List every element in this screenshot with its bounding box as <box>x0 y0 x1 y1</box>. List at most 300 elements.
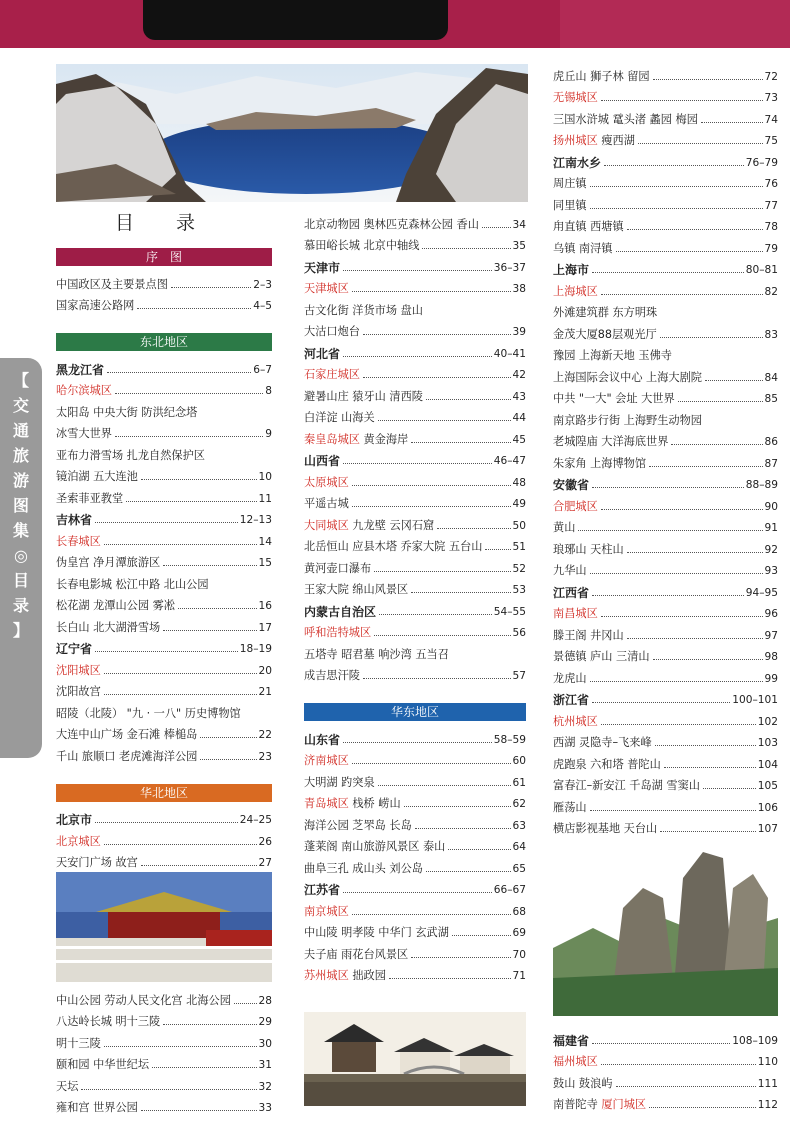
toc-entry-title: 平遥古城 <box>304 497 349 510</box>
toc-entry[interactable] <box>553 320 778 342</box>
toc-entry-city: 厦门城区 <box>601 1098 647 1111</box>
leader-dots <box>178 608 257 609</box>
leader-dots <box>126 501 256 502</box>
toc-entry-page: 76 <box>764 178 778 190</box>
toc-entry-title: 长春城区 <box>56 534 101 548</box>
side-tab-char: 图 <box>12 496 29 515</box>
toc-entry[interactable] <box>553 707 778 729</box>
leader-dots <box>95 651 238 652</box>
toc-entry[interactable] <box>56 986 272 1008</box>
toc-entry[interactable] <box>56 613 272 635</box>
toc-entry[interactable] <box>56 570 272 592</box>
toc-entry[interactable] <box>304 339 526 361</box>
leader-dots <box>671 444 762 445</box>
toc-entry-page: 42 <box>512 369 526 381</box>
toc-entry[interactable] <box>553 406 778 428</box>
toc-entry[interactable] <box>56 549 272 571</box>
toc-entry[interactable] <box>304 490 526 512</box>
leader-dots <box>163 630 256 631</box>
leader-dots <box>678 401 763 402</box>
leader-dots <box>705 380 763 381</box>
toc-entry[interactable] <box>56 678 272 700</box>
toc-entry[interactable] <box>553 84 778 106</box>
toc-entry[interactable] <box>56 1094 272 1116</box>
toc-entry-rest: 瘦西湖 <box>597 134 635 147</box>
toc-entry[interactable] <box>56 827 272 849</box>
toc-entry[interactable] <box>56 1008 272 1030</box>
toc-entry[interactable] <box>553 1069 778 1091</box>
side-tab-text <box>6 368 36 748</box>
toc-entry-title: 南昌城区 <box>553 607 598 620</box>
leader-dots <box>649 466 762 467</box>
section-header: 华北地区 <box>56 784 272 802</box>
toc-entry[interactable] <box>553 342 778 364</box>
toc-entry-page: 40–41 <box>493 347 526 360</box>
leader-dots <box>485 549 510 550</box>
leader-dots <box>104 673 257 674</box>
toc-entry[interactable] <box>56 355 272 377</box>
toc-entry[interactable] <box>56 1072 272 1094</box>
toc-entry-page: 68 <box>512 905 526 918</box>
toc-entry-page: 96 <box>764 608 778 620</box>
toc-entry[interactable] <box>56 721 272 743</box>
toc-entry[interactable] <box>553 686 778 708</box>
toc-entry[interactable] <box>553 492 778 514</box>
photo-crater-lake <box>56 64 528 202</box>
toc-entry-page: 32 <box>258 1080 272 1093</box>
toc-entry[interactable] <box>304 811 526 833</box>
toc-entry[interactable] <box>304 447 526 469</box>
toc-column-3 <box>553 62 778 1112</box>
leader-dots <box>378 785 511 786</box>
toc-entry[interactable] <box>56 506 272 528</box>
leader-dots <box>95 522 238 523</box>
gap <box>56 764 272 778</box>
toc-entry[interactable] <box>304 425 526 447</box>
photo-water-town <box>304 1012 526 1106</box>
leader-dots <box>343 892 492 893</box>
leader-dots <box>352 291 511 292</box>
toc-entry-city: 秦皇岛城区 <box>304 432 360 446</box>
leader-dots <box>363 377 511 378</box>
toc-entry-rest: 拙政园 <box>348 969 386 982</box>
toc-entry-title: 外滩建筑群 东方明珠 <box>553 306 658 319</box>
toc-entry-title: 黄山 <box>553 521 576 534</box>
toc-entry[interactable] <box>304 597 526 619</box>
toc-entry-page: 60 <box>512 755 526 767</box>
section-header: 东北地区 <box>56 333 272 351</box>
toc-entry-title: 国家高速公路网 <box>56 299 135 312</box>
toc-entry[interactable] <box>56 742 272 764</box>
toc-entry-title: 鼓山 鼓浪屿 <box>553 1076 613 1090</box>
leader-dots <box>590 573 763 574</box>
toc-entry[interactable] <box>304 854 526 876</box>
toc-entry-title: 八达岭长城 明十三陵 <box>56 1015 161 1028</box>
leader-dots <box>107 372 251 373</box>
toc-entry-page: 9 <box>265 428 272 440</box>
toc-entry-title: 滕王阁 井冈山 <box>553 628 624 642</box>
toc-entry[interactable] <box>56 484 272 506</box>
toc-entry-city: 青岛城区 <box>304 797 349 810</box>
leader-dots <box>374 571 510 572</box>
side-tab-char: ◎ <box>14 546 28 565</box>
leader-dots <box>115 436 263 437</box>
side-tab-char: 集 <box>12 521 29 540</box>
toc-entry[interactable] <box>56 270 272 292</box>
toc-entry-page: 100–101 <box>732 694 778 706</box>
leader-dots <box>592 487 744 488</box>
toc-entry-title: 沈阳城区 <box>56 663 101 677</box>
toc-entry-page: 51 <box>512 541 526 553</box>
toc-entry-page: 48 <box>512 476 526 489</box>
toc-entry-page: 21 <box>258 686 272 698</box>
toc-entry[interactable] <box>304 533 526 555</box>
toc-entry[interactable] <box>553 621 778 643</box>
toc-entry-title: 中山陵 明孝陵 中华门 玄武湖 <box>304 926 449 939</box>
toc-entry-title: 哈尔滨城区 <box>56 384 112 397</box>
toc-entry-title: 天津城区 <box>304 282 349 295</box>
toc-entry[interactable] <box>56 377 272 399</box>
toc-entry-title <box>304 797 401 811</box>
toc-entry[interactable] <box>553 535 778 557</box>
toc-entry-page: 72 <box>764 70 778 83</box>
toc-entry-title <box>553 1098 646 1112</box>
leader-dots <box>627 229 763 230</box>
toc-entry[interactable] <box>56 1029 272 1051</box>
leader-dots <box>578 530 762 531</box>
toc-entry[interactable] <box>553 428 778 450</box>
toc-entry-title: 乌镇 南浔镇 <box>553 241 613 255</box>
side-tab-char: 通 <box>12 421 29 440</box>
leader-dots <box>343 270 492 271</box>
toc-entry-title: 王家大院 绵山风景区 <box>304 583 409 596</box>
toc-entry[interactable] <box>304 576 526 598</box>
toc-entry-page: 75 <box>764 135 778 147</box>
toc-entry-title: 福州城区 <box>553 1055 598 1068</box>
leader-dots <box>343 356 492 357</box>
leader-dots <box>660 831 756 832</box>
toc-entry-title: 冰雪大世界 <box>56 427 112 440</box>
toc-entry-title: 上海城区 <box>553 284 598 298</box>
toc-entry-page: 28 <box>258 994 272 1007</box>
toc-entry[interactable] <box>553 643 778 665</box>
toc-entry-page: 83 <box>764 328 778 341</box>
toc-entry-page: 24–25 <box>239 814 272 826</box>
toc-entry[interactable] <box>553 449 778 471</box>
leader-dots <box>374 635 510 636</box>
toc-entry-page: 44 <box>512 412 526 424</box>
toc-entry[interactable] <box>304 725 526 747</box>
leader-dots <box>655 745 756 746</box>
toc-entry[interactable] <box>56 527 272 549</box>
toc-entry[interactable] <box>304 940 526 962</box>
toc-entry[interactable] <box>553 127 778 149</box>
toc-entry-page: 39 <box>512 326 526 338</box>
toc-entry-title: 天津市 <box>304 260 341 275</box>
toc-entry-title: 虎跑泉 六和塔 普陀山 <box>553 757 661 771</box>
leader-dots <box>141 865 257 866</box>
toc-entry-page: 77 <box>764 199 778 212</box>
toc-entry-title: 长春电影城 松江中路 北山公园 <box>56 577 209 591</box>
toc-entry-page: 2–3 <box>253 278 272 291</box>
toc-entry[interactable] <box>304 640 526 662</box>
toc-entry-title: 内蒙古自治区 <box>304 604 377 619</box>
toc-entry-title: 松花湖 龙潭山公园 雾凇 <box>56 599 175 612</box>
toc-entry-page: 30 <box>258 1037 272 1050</box>
leader-dots <box>104 544 257 545</box>
toc-entry-page: 87 <box>764 457 778 470</box>
leader-dots <box>601 100 763 101</box>
side-tab-char: 交 <box>12 396 29 415</box>
toc-entry-title: 辽宁省 <box>56 642 93 656</box>
toc-entry[interactable] <box>553 234 778 256</box>
toc-entry-page: 106 <box>757 801 778 814</box>
leader-dots <box>437 528 510 529</box>
toc-entry[interactable] <box>56 463 272 485</box>
leader-dots <box>104 1046 257 1047</box>
toc-entry-title: 中山公园 劳动人民文化宫 北海公园 <box>56 993 231 1007</box>
page-title: 目 录 <box>114 212 214 234</box>
toc-entry-title: 西湖 灵隐寺–飞来峰 <box>553 736 652 749</box>
toc-entry-title: 成吉思汗陵 <box>304 669 360 682</box>
leader-dots <box>137 308 251 309</box>
toc-entry-title: 海洋公园 芝罘岛 长岛 <box>304 818 412 832</box>
toc-entry-page: 86 <box>764 436 778 448</box>
toc-entry-page: 105 <box>757 780 778 792</box>
toc-entry-title: 景德镇 庐山 三清山 <box>553 650 650 663</box>
toc-entry-title: 大连中山广场 金石滩 棒槌岛 <box>56 728 198 741</box>
toc-entry[interactable] <box>553 385 778 407</box>
toc-entry[interactable] <box>553 170 778 192</box>
toc-entry[interactable] <box>553 815 778 837</box>
toc-entry-title: 天坛 <box>56 1079 79 1093</box>
toc-entry[interactable] <box>553 793 778 815</box>
toc-entry[interactable] <box>56 635 272 657</box>
toc-entry-rest: 栈桥 崂山 <box>348 797 401 810</box>
toc-entry[interactable] <box>56 441 272 463</box>
leader-dots <box>163 565 256 566</box>
toc-entry-title: 大明湖 趵突泉 <box>304 775 375 789</box>
toc-entry-page: 31 <box>258 1059 272 1071</box>
toc-entry-page: 104 <box>757 758 778 771</box>
toc-entry[interactable] <box>56 398 272 420</box>
toc-entry-page: 102 <box>757 715 778 728</box>
toc-entry-page: 58–59 <box>493 733 526 746</box>
toc-entry[interactable] <box>56 806 272 828</box>
side-tab-char: 录 <box>12 596 29 615</box>
toc-entry[interactable] <box>304 318 526 340</box>
toc-entry-title: 杭州城区 <box>553 714 598 728</box>
toc-entry[interactable] <box>304 919 526 941</box>
toc-entry-page: 103 <box>757 737 778 749</box>
leader-dots <box>141 479 257 480</box>
toc-entry[interactable] <box>304 232 526 254</box>
leader-dots <box>590 681 763 682</box>
toc-entry[interactable] <box>553 148 778 170</box>
toc-entry-title: 朱家角 上海博物馆 <box>553 456 647 470</box>
toc-entry[interactable] <box>553 664 778 686</box>
toc-column-2 <box>304 210 526 983</box>
toc-entry-page: 94–95 <box>745 586 778 599</box>
toc-entry[interactable] <box>304 790 526 812</box>
leader-dots <box>601 509 763 510</box>
leader-dots <box>352 506 511 507</box>
leader-dots <box>592 272 744 273</box>
toc-entry-title: 北京动物园 奥林匹克森林公园 香山 <box>304 217 479 231</box>
toc-entry-page: 110 <box>757 1056 778 1068</box>
leader-dots <box>601 724 756 725</box>
toc-entry[interactable] <box>304 554 526 576</box>
toc-entry[interactable] <box>553 1048 778 1070</box>
toc-entry[interactable] <box>304 619 526 641</box>
toc-entry[interactable] <box>56 656 272 678</box>
top-banner-tab <box>143 0 448 40</box>
toc-entry-title: 河北省 <box>304 346 341 361</box>
leader-dots <box>141 1110 257 1111</box>
toc-entry[interactable] <box>56 592 272 614</box>
side-tab-char: 目 <box>12 571 29 590</box>
toc-entry[interactable] <box>553 299 778 321</box>
toc-entry[interactable] <box>56 849 272 871</box>
toc-entry-page: 69 <box>512 927 526 939</box>
toc-entry-title: 龙虎山 <box>553 671 587 685</box>
toc-entry-page: 65 <box>512 862 526 875</box>
toc-entry-title: 山东省 <box>304 732 341 747</box>
toc-entry[interactable] <box>553 557 778 579</box>
toc-entry[interactable] <box>304 253 526 275</box>
toc-entry[interactable] <box>553 256 778 278</box>
toc-entry-page: 10 <box>258 471 272 483</box>
toc-entry[interactable] <box>304 662 526 684</box>
toc-entry-page: 33 <box>258 1102 272 1114</box>
toc-entry[interactable] <box>304 468 526 490</box>
toc-entry[interactable] <box>553 600 778 622</box>
toc-entry-page: 38 <box>512 283 526 295</box>
side-tab <box>0 358 42 758</box>
toc-entry[interactable] <box>304 768 526 790</box>
toc-entry-title: 北京城区 <box>56 834 101 848</box>
side-tab-char: 【 <box>12 371 29 390</box>
toc-entry-title: 中共 "一大" 会址 大世界 <box>553 392 675 405</box>
toc-entry-title: 夫子庙 雨花台风景区 <box>304 947 409 961</box>
toc-entry-title: 亚布力滑雪场 扎龙自然保护区 <box>56 448 205 462</box>
toc-entry[interactable] <box>56 420 272 442</box>
toc-entry-page: 34 <box>512 218 526 231</box>
toc-entry-page: 99 <box>764 672 778 685</box>
toc-entry[interactable] <box>56 292 272 314</box>
toc-entry-page: 43 <box>512 390 526 403</box>
toc-entry-page: 90 <box>764 500 778 513</box>
toc-entry[interactable] <box>553 750 778 772</box>
toc-entry[interactable] <box>553 191 778 213</box>
toc-entry-page: 18–19 <box>239 643 272 655</box>
leader-dots <box>627 552 763 553</box>
toc-entry-page: 62 <box>512 798 526 810</box>
leader-dots <box>616 1086 756 1087</box>
toc-entry-title: 沈阳故宫 <box>56 685 101 698</box>
toc-entry-page: 52 <box>512 562 526 575</box>
toc-entry[interactable] <box>304 747 526 769</box>
toc-entry[interactable] <box>56 699 272 721</box>
toc-entry-title: 北京市 <box>56 813 93 827</box>
toc-entry-page: 23 <box>258 750 272 763</box>
toc-entry[interactable] <box>304 833 526 855</box>
toc-entry[interactable] <box>304 511 526 533</box>
toc-entry[interactable] <box>553 1091 778 1113</box>
toc-entry[interactable] <box>304 361 526 383</box>
toc-entry-title: 山西省 <box>304 454 341 468</box>
toc-entry-title: 中国政区及主要景点图 <box>56 277 168 291</box>
toc-entry[interactable] <box>304 962 526 984</box>
toc-entry[interactable] <box>553 277 778 299</box>
toc-entry-title: 慕田峪长城 北京中轴线 <box>304 239 420 252</box>
leader-dots <box>404 806 511 807</box>
leader-dots <box>426 399 511 400</box>
toc-entry-page: 12–13 <box>239 514 272 526</box>
toc-entry[interactable] <box>553 363 778 385</box>
toc-entry[interactable] <box>304 404 526 426</box>
toc-entry-page: 15 <box>258 557 272 569</box>
toc-entry[interactable] <box>553 62 778 84</box>
toc-entry-title: 曲阜三孔 成山头 刘公岛 <box>304 861 423 875</box>
toc-entry-page: 111 <box>757 1077 778 1090</box>
toc-entry-page: 108–109 <box>732 1034 778 1047</box>
toc-entry[interactable] <box>553 772 778 794</box>
toc-entry-page: 56 <box>512 627 526 639</box>
leader-dots <box>352 763 511 764</box>
toc-entry[interactable] <box>553 105 778 127</box>
toc-entry-title: 三国水浒城 鼋头渚 蠡园 梅园 <box>553 112 698 126</box>
top-banner-accent <box>560 0 790 48</box>
leader-dots <box>448 849 510 850</box>
toc-entry[interactable] <box>553 729 778 751</box>
toc-entry-city: 大同城区 <box>304 518 349 532</box>
toc-entry-title: 浙江省 <box>553 693 590 707</box>
toc-entry-rest: 九龙壁 云冈石窟 <box>348 518 435 532</box>
toc-entry[interactable] <box>553 471 778 493</box>
toc-entry[interactable] <box>553 578 778 600</box>
leader-dots <box>234 1003 257 1004</box>
toc-entry[interactable] <box>56 1051 272 1073</box>
leader-dots <box>152 1067 256 1068</box>
toc-entry[interactable] <box>304 876 526 898</box>
leader-dots <box>703 788 756 789</box>
leader-dots <box>95 822 238 823</box>
toc-entry-title: 周庄镇 <box>553 177 587 190</box>
toc-entry-page: 74 <box>764 113 778 126</box>
toc-entry-page: 4–5 <box>253 300 272 312</box>
gap <box>56 313 272 327</box>
toc-entry[interactable] <box>553 514 778 536</box>
toc-entry[interactable] <box>304 275 526 297</box>
toc-entry-title: 伪皇宫 净月潭旅游区 <box>56 556 161 569</box>
toc-entry-city: 苏州城区 <box>304 969 349 982</box>
toc-entry[interactable] <box>553 213 778 235</box>
toc-entry[interactable] <box>304 382 526 404</box>
toc-entry-title: 江苏省 <box>304 883 341 897</box>
toc-entry-title: 虎丘山 狮子林 留园 <box>553 69 650 83</box>
toc-entry-page: 91 <box>764 522 778 534</box>
leader-dots <box>660 337 763 338</box>
toc-entry[interactable] <box>304 210 526 232</box>
leader-dots <box>363 678 511 679</box>
toc-entry[interactable] <box>304 897 526 919</box>
toc-entry[interactable] <box>553 1026 778 1048</box>
leader-dots <box>701 122 763 123</box>
toc-entry[interactable] <box>304 296 526 318</box>
leader-dots <box>482 227 511 228</box>
toc-entry-page: 64 <box>512 841 526 853</box>
